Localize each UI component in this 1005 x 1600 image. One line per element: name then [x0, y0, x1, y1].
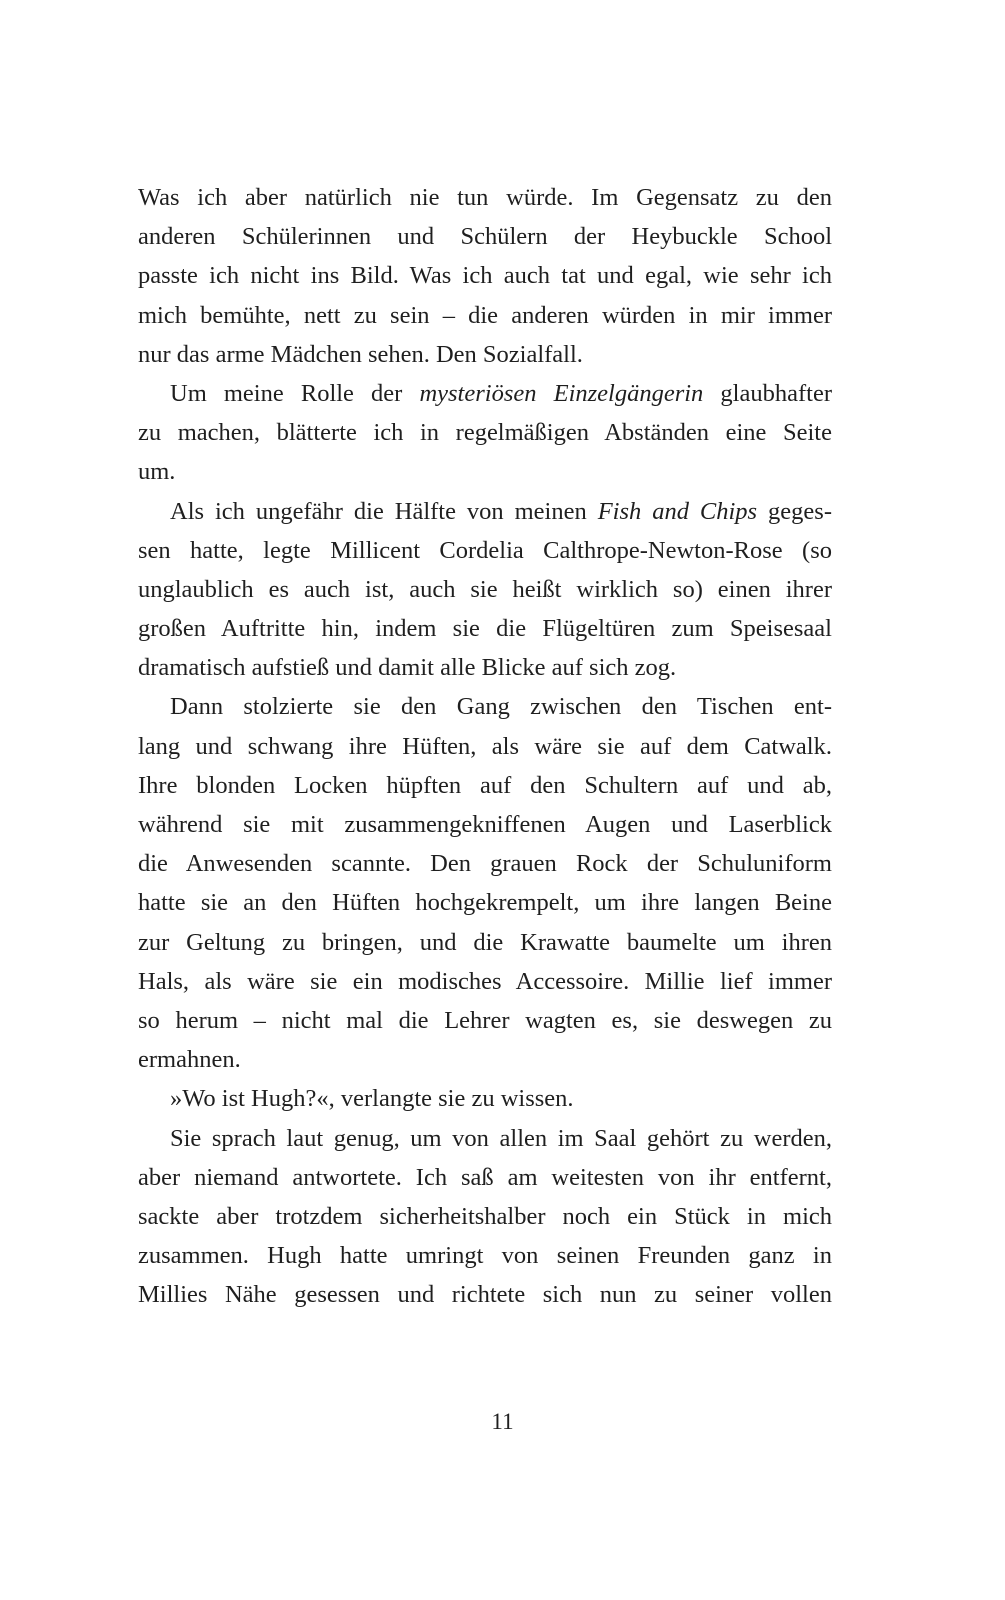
- text-line: Dann stolzierte sie den Gang zwischen den Tischen ent-: [170, 693, 832, 721]
- text-line: zur Geltung zu bringen, und die Krawatte baumelte um ihren: [138, 928, 832, 956]
- text-line: hatte sie an den Hüften hochgekrempelt, um ihre langen Beine: [138, 889, 832, 917]
- text-line: zusammen. Hugh hatte umringt von seinen Freunden ganz in: [138, 1242, 832, 1270]
- text-line: mich bemühte, nett zu sein – die anderen würden in mir immer: [138, 301, 832, 329]
- text-line: nur das arme Mädchen sehen. Den Sozialfall.: [138, 340, 583, 368]
- text-line: großen Auftritte hin, indem sie die Flügeltüren zum Speisesaal: [138, 615, 832, 643]
- text-line: Was ich aber natürlich nie tun würde. Im Gegensatz zu den: [138, 184, 832, 211]
- text-line: Als ich ungefähr die Hälfte von meinen Fish and Chips geges-: [170, 497, 832, 525]
- text-line: passte ich nicht ins Bild. Was ich auch tat und egal, wie sehr ich: [138, 262, 832, 290]
- text-line: während sie mit zusammengekniffenen Augen und Laserblick: [138, 811, 832, 838]
- text-line: sen hatte, legte Millicent Cordelia Calthrope-Newton-Rose (so: [138, 536, 832, 564]
- text-line: anderen Schülerinnen und Schülern der Heybuckle School: [138, 223, 832, 251]
- text-line: lang und schwang ihre Hüften, als wäre sie auf dem Catwalk.: [138, 732, 832, 760]
- text-line: Sie sprach laut genug, um von allen im Saal gehört zu werden,: [170, 1124, 832, 1152]
- text-line: Um meine Rolle der mysteriösen Einzelgängerin glaubhafter: [170, 379, 832, 407]
- emphasis: Fish and Chips: [597, 497, 758, 525]
- page-text: [138, 178, 832, 1314]
- text-line: unglaublich es auch ist, auch sie heißt wirklich so) einen ihrer: [138, 575, 832, 603]
- text-line: ermahnen.: [138, 1046, 241, 1074]
- text-line: um.: [138, 458, 176, 486]
- text-line: zu machen, blätterte ich in regelmäßigen Abständen eine Seite: [138, 419, 832, 447]
- text-line: dramatisch aufstieß und damit alle Blicke auf sich zog.: [138, 654, 677, 682]
- text-line: Ihre blonden Locken hüpften auf den Schultern auf und ab,: [138, 771, 832, 799]
- page-number: 11: [491, 1409, 514, 1434]
- text-line: Hals, als wäre sie ein modisches Accessoire. Millie lief immer: [138, 967, 832, 995]
- text-line: sackte aber trotzdem sicherheitshalber noch ein Stück in mich: [138, 1202, 832, 1230]
- text-line: die Anwesenden scannte. Den grauen Rock der Schuluniform: [138, 850, 832, 878]
- text-line: aber niemand antwortete. Ich saß am weitesten von ihr entfernt,: [138, 1163, 832, 1191]
- emphasis: mysteriösen Einzelgängerin: [419, 379, 704, 407]
- text-line: so herum – nicht mal die Lehrer wagten es, sie deswegen zu: [138, 1006, 832, 1034]
- text-line: »Wo ist Hugh?«, verlangte sie zu wissen.: [170, 1085, 574, 1113]
- text-line: Millies Nähe gesessen und richtete sich nun zu seiner vollen: [138, 1281, 832, 1309]
